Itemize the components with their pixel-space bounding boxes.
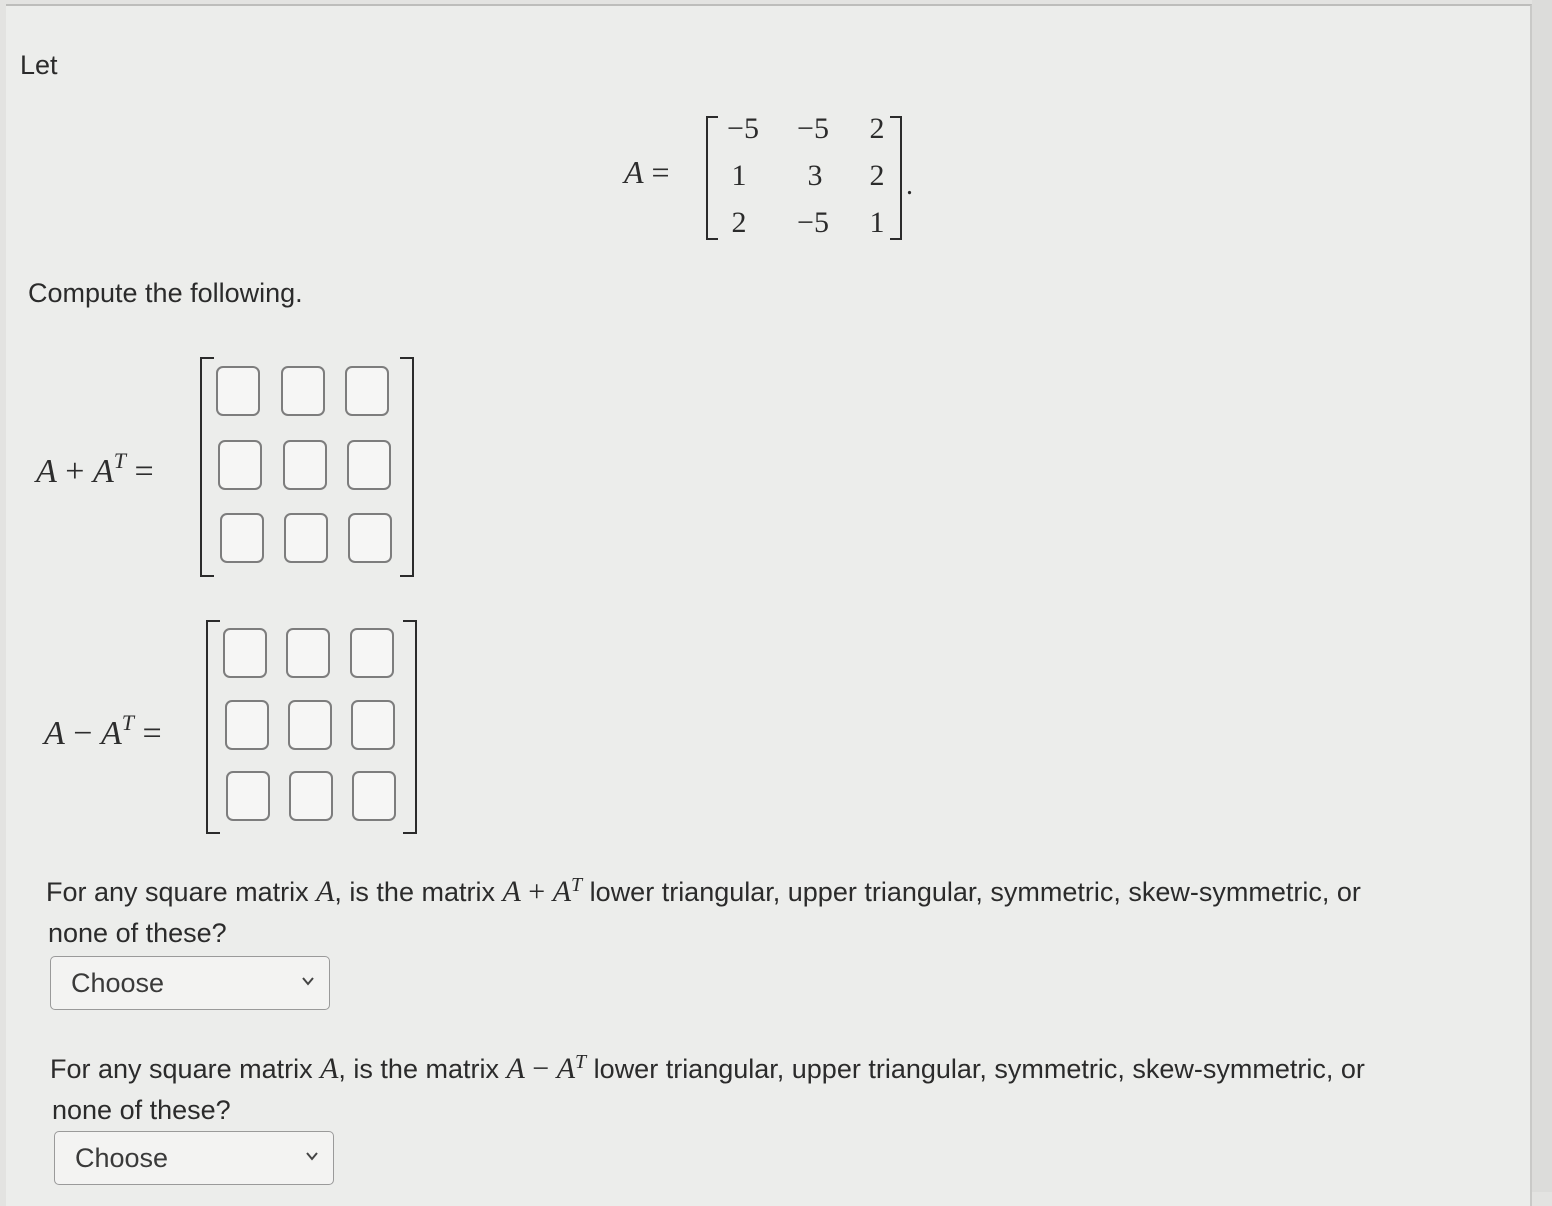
left-bracket bbox=[206, 620, 220, 834]
q1-suffix: lower triangular, upper triangular, symmetric, skew-symmetric, or bbox=[582, 877, 1361, 907]
diff-entry-input[interactable] bbox=[352, 771, 396, 821]
window-edge bbox=[1532, 0, 1552, 1192]
diff-label-sup: T bbox=[121, 710, 134, 735]
q1-expr-sup: T bbox=[571, 874, 583, 896]
diff-entry-input[interactable] bbox=[223, 628, 267, 678]
instruction-text: Compute the following. bbox=[28, 278, 303, 308]
diff-label-op: − bbox=[73, 715, 93, 752]
q2-prefix: For any square matrix bbox=[50, 1054, 321, 1084]
sum-entry-input[interactable] bbox=[220, 513, 264, 563]
q1-mid: , is the matrix bbox=[334, 877, 503, 907]
q2-expr-sup: T bbox=[575, 1051, 587, 1073]
sum-entry-input[interactable] bbox=[283, 440, 327, 490]
diff-label-a: A bbox=[44, 715, 65, 752]
sum-entry-input[interactable] bbox=[281, 366, 325, 416]
matrix-cell: 1 bbox=[731, 159, 747, 192]
q2-text-line2: none of these? bbox=[52, 1095, 231, 1125]
given-matrix bbox=[624, 112, 924, 242]
diff-entry-input[interactable] bbox=[225, 700, 269, 750]
sum-label-a: A bbox=[36, 453, 57, 490]
sum-entry-input[interactable] bbox=[218, 440, 262, 490]
q1-answer-select[interactable] bbox=[50, 956, 330, 1010]
sum-entry-input[interactable] bbox=[345, 366, 389, 416]
sum-entry-input[interactable] bbox=[284, 513, 328, 563]
sum-entry-input[interactable] bbox=[348, 513, 392, 563]
q2-mid: , is the matrix bbox=[338, 1054, 507, 1084]
q2-expr-a: A bbox=[506, 1052, 525, 1085]
matrix-cell: 2 bbox=[869, 159, 885, 192]
q1-text-line2: none of these? bbox=[48, 918, 227, 948]
q1-text-line1 bbox=[46, 874, 1361, 909]
q1-var: A bbox=[316, 875, 335, 908]
diff-entry-input[interactable] bbox=[226, 771, 270, 821]
q1-expr-op: + bbox=[520, 875, 553, 908]
q1-expr-a: A bbox=[502, 875, 521, 908]
q2-var: A bbox=[320, 1052, 339, 1085]
q1-select-value: Choose bbox=[71, 968, 165, 998]
matrix-cell: −5 bbox=[797, 206, 829, 239]
left-bracket bbox=[200, 357, 214, 577]
sum-label-b: A bbox=[92, 453, 114, 490]
sum-entry-input[interactable] bbox=[216, 366, 260, 416]
end-punct: . bbox=[906, 170, 913, 201]
q2-answer-select[interactable] bbox=[54, 1131, 334, 1185]
sum-label-op: + bbox=[65, 453, 85, 490]
diff-label-b: A bbox=[100, 715, 122, 752]
q2-select-value: Choose bbox=[75, 1143, 169, 1173]
right-bracket bbox=[403, 620, 417, 834]
diff-entry-input[interactable] bbox=[350, 628, 394, 678]
right-bracket bbox=[890, 116, 902, 240]
matrix-cell: 3 bbox=[807, 159, 823, 192]
diff-entry-input[interactable] bbox=[286, 628, 330, 678]
q2-text-line1 bbox=[50, 1051, 1365, 1086]
matrix-cell: −5 bbox=[727, 112, 759, 145]
given-matrix-label: A = bbox=[624, 154, 670, 190]
matrix-cell: 2 bbox=[869, 112, 885, 145]
right-bracket bbox=[400, 357, 414, 577]
sum-entry-input[interactable] bbox=[347, 440, 391, 490]
chevron-down-icon bbox=[301, 974, 315, 988]
diff-label-eq: = bbox=[142, 715, 162, 752]
diff-entry-input[interactable] bbox=[351, 700, 395, 750]
q1-prefix: For any square matrix bbox=[46, 877, 317, 907]
diff-label bbox=[44, 710, 162, 753]
matrix-cell: 2 bbox=[731, 206, 747, 239]
chevron-down-icon bbox=[305, 1149, 319, 1163]
sum-label-sup: T bbox=[113, 448, 126, 473]
sum-label-eq: = bbox=[134, 453, 154, 490]
q2-expr-b: A bbox=[556, 1052, 576, 1085]
intro-text: Let bbox=[20, 50, 58, 80]
q1-expr-b: A bbox=[552, 875, 572, 908]
q2-expr-op: − bbox=[524, 1052, 557, 1085]
diff-entry-input[interactable] bbox=[288, 700, 332, 750]
matrix-cell: −5 bbox=[797, 112, 829, 145]
q2-suffix: lower triangular, upper triangular, symmetric, skew-symmetric, or bbox=[586, 1054, 1365, 1084]
diff-entry-input[interactable] bbox=[289, 771, 333, 821]
sum-label bbox=[36, 448, 154, 491]
matrix-cell: 1 bbox=[869, 206, 885, 239]
